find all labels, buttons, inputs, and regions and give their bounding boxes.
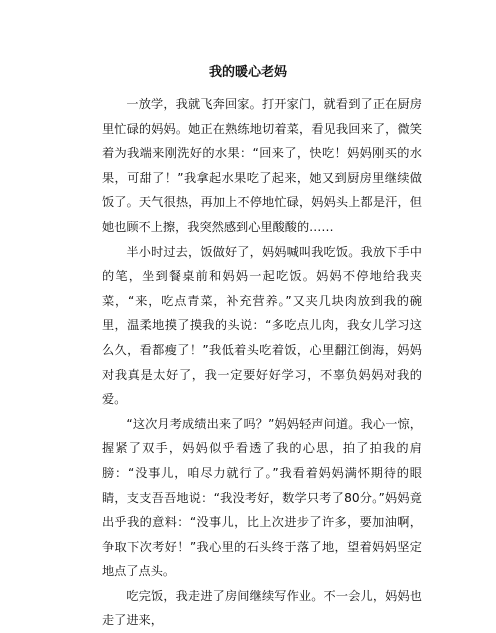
paragraph-2: 半小时过去，饭做好了，妈妈喊叫我吃饭。我放下手中的笔，坐到餐桌前和妈妈一起吃饭。妈妈不停地给我夹菜，“来，吃点青菜，补充营养。”又夹几块肉放到我的碗里，温柔地摸了摸我的头说：“多吃点儿肉，我女儿学习这么久，看都瘦了！”我低着头吃着饭，心里翻江倒海，妈妈对我真是太好了，我一定要好好学习，不辜负妈妈对我的爱。: [102, 244, 422, 407]
paragraph-1: 一放学，我就飞奔回家。打开家门，就看到了正在厨房里忙碌的妈妈。她正在熟练地切着菜，看见我回来了，微笑着为我端来刚洗好的水果：“回来了，快吃！妈妈刚买的水果，可甜了！”我拿起水果吃了起来，她又到厨房里继续做饭了。天气很热，再加上不停地忙碌，妈妈头上都是汗，但她也顾不上擦，我突然感到心里酸酸的……: [102, 97, 422, 234]
article-body: [102, 92, 422, 633]
paragraph-3: “这次月考成绩出来了吗？”妈妈轻声问道。我心一惊，握紧了双手，妈妈似乎看透了我的心思，拍了拍我的肩膀：“没事儿，咱尽力就行了。”我看着妈妈满怀期待的眼睛，支支吾吾地说：“我没考好，数学只考了80分。”妈妈竟出乎我的意料：“没事儿，比上次进步了许多，要加油啊，争取下次考好！”我心里的石头终于落了地，望着妈妈坚定地点了点头。: [102, 416, 422, 579]
paragraph-4: 吃完饭，我走进了房间继续写作业。不一会儿，妈妈也走了进来，: [102, 588, 422, 628]
document-title: 我的暖心老妈: [208, 65, 287, 80]
